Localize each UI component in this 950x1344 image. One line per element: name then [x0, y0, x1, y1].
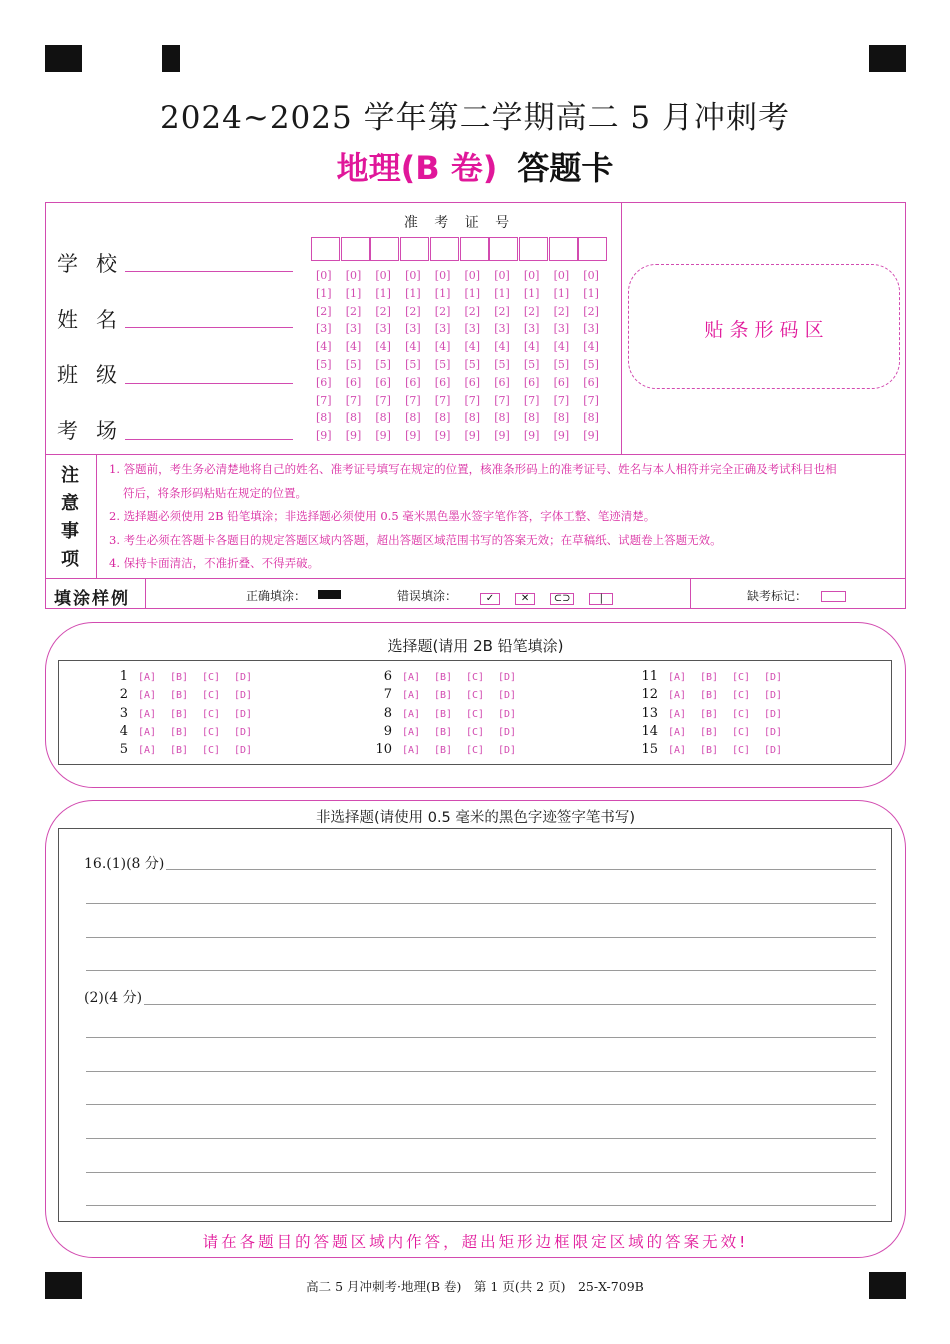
- answer-line: [86, 1004, 876, 1005]
- answer-line: [86, 1071, 876, 1072]
- mc-option-bubble[interactable]: [C]: [466, 690, 485, 702]
- mc-question-number: 13: [641, 705, 658, 721]
- exam-number-digit-bubble[interactable]: [5]: [553, 358, 570, 371]
- mc-option-bubble[interactable]: [A]: [138, 690, 157, 702]
- mc-question-number: 8: [383, 705, 392, 721]
- exam-number-digit-bubble[interactable]: [9]: [345, 429, 362, 443]
- mc-question-row: [100, 724, 266, 739]
- exam-number-digit-bubble[interactable]: [4]: [316, 340, 332, 354]
- exam-number-digit-bubble[interactable]: [9]: [583, 429, 599, 443]
- notice-item: 1. 答题前，考生务必清楚地将自己的姓名、准考证号填写在规定的位置，核准条形码上的准考证号、姓名与本人相符并完全正确及考试科目也相: [109, 462, 837, 476]
- mc-option-bubble[interactable]: [B]: [434, 726, 453, 738]
- mc-option-bubble[interactable]: [A]: [402, 745, 421, 757]
- mc-option-bubble[interactable]: [C]: [466, 745, 485, 757]
- exam-number-digit-bubble[interactable]: [0]: [583, 269, 599, 282]
- mc-option-bubble[interactable]: [C]: [732, 708, 751, 720]
- mc-option-bubble[interactable]: [C]: [202, 708, 221, 720]
- exam-number-digit-bubble[interactable]: [6]: [434, 375, 451, 389]
- exam-number-cell[interactable]: [578, 237, 607, 261]
- exam-number-digit-bubble[interactable]: [6]: [494, 375, 510, 389]
- exam-number-cell[interactable]: [549, 237, 578, 261]
- exam-number-cell[interactable]: [519, 237, 548, 261]
- mc-question-number: 6: [383, 669, 392, 684]
- mc-option-bubble[interactable]: [D]: [234, 690, 253, 702]
- mc-option-bubble[interactable]: [A]: [402, 690, 421, 702]
- wrong-mark-cross: ✕: [515, 593, 535, 605]
- mc-option-bubble[interactable]: [B]: [700, 708, 719, 720]
- exam-number-digit-bubble[interactable]: [7]: [345, 393, 362, 407]
- mc-question-row: [630, 742, 796, 757]
- mc-option-bubble[interactable]: [B]: [170, 708, 189, 720]
- exam-number-digit-bubble[interactable]: [1]: [345, 286, 362, 300]
- divider: [45, 454, 906, 455]
- exam-number-digit-bubble[interactable]: [3]: [375, 322, 391, 336]
- mc-option-bubble[interactable]: [D]: [498, 745, 517, 757]
- exam-number-digit-bubble[interactable]: [7]: [523, 393, 540, 407]
- card-title: [0, 143, 950, 189]
- divider: [45, 578, 906, 579]
- exam-number-digit-bubble[interactable]: [9]: [464, 429, 481, 443]
- name-field[interactable]: [125, 327, 293, 328]
- exam-number-digit-bubble[interactable]: [1]: [523, 286, 540, 300]
- mc-option-bubble[interactable]: [B]: [170, 726, 189, 738]
- mc-question-row: [100, 669, 266, 684]
- mc-question-number: 2: [119, 687, 128, 703]
- mc-option-bubble[interactable]: [C]: [732, 690, 751, 702]
- exam-number-cell[interactable]: [489, 237, 518, 261]
- exam-number-digit-bubble[interactable]: [5]: [375, 358, 391, 371]
- exam-number-digit-bubble[interactable]: [6]: [405, 375, 421, 389]
- mc-question-row: [364, 724, 530, 739]
- exam-number-digit-bubble[interactable]: [7]: [405, 393, 421, 407]
- mc-option-bubble[interactable]: [A]: [668, 745, 687, 757]
- answer-line: [86, 970, 876, 971]
- exam-number-digit-bubble[interactable]: [2]: [434, 304, 451, 318]
- exam-number-digit-bubble[interactable]: [0]: [523, 269, 540, 282]
- exam-number-digit-bubble[interactable]: [1]: [464, 286, 481, 300]
- exam-number-digit-bubble[interactable]: [6]: [553, 375, 570, 389]
- mc-option-bubble[interactable]: [D]: [764, 690, 783, 702]
- mc-option-bubble[interactable]: [B]: [434, 708, 453, 720]
- notice-char: 意: [61, 493, 79, 514]
- exam-number-digit-bubble[interactable]: [4]: [345, 340, 362, 354]
- exam-number-digit-bubble[interactable]: [6]: [375, 375, 391, 389]
- exam-number-digit-bubble[interactable]: [1]: [375, 286, 391, 300]
- exam-number-digit-bubble[interactable]: [1]: [316, 286, 332, 300]
- divider: [145, 578, 146, 609]
- exam-number-digit-bubble[interactable]: [9]: [316, 429, 332, 443]
- answer-line: [86, 1172, 876, 1173]
- exam-number-digit-bubble[interactable]: [7]: [316, 393, 332, 407]
- exam-number-digit-bubble[interactable]: [4]: [494, 340, 510, 354]
- mc-question-row: [630, 687, 796, 702]
- exam-number-digit-bubble[interactable]: [5]: [583, 358, 599, 371]
- exam-number-digit-bubble[interactable]: [8]: [345, 411, 362, 425]
- exam-title: 2024~2025 学年第二学期高二 5 月冲刺考: [159, 100, 791, 136]
- card-name: 答题卡: [517, 149, 614, 187]
- mc-question-row: [100, 706, 266, 721]
- mc-question-row: [630, 669, 796, 684]
- mc-option-bubble[interactable]: [B]: [700, 745, 719, 757]
- notice-char: 项: [61, 549, 79, 570]
- wrong-mark-check: ✓: [480, 593, 500, 605]
- absent-label: 缺考标记：: [747, 589, 808, 603]
- mc-option-bubble[interactable]: [C]: [202, 690, 221, 702]
- exam-number-digit-bubble[interactable]: [5]: [434, 358, 451, 371]
- answer-line: [86, 1104, 876, 1105]
- notice-char: 注: [61, 465, 79, 486]
- barcode-label: 贴 条 形 码 区: [704, 319, 824, 341]
- exam-number-cell[interactable]: [370, 237, 399, 261]
- answer-box[interactable]: [58, 828, 892, 1222]
- wrong-fill-label: 错误填涂：: [397, 589, 458, 603]
- answer-line: [86, 903, 876, 904]
- mc-option-bubble[interactable]: [B]: [434, 690, 453, 702]
- mc-option-bubble[interactable]: [A]: [138, 672, 157, 683]
- registration-mark: [162, 45, 180, 72]
- mc-option-bubble[interactable]: [D]: [498, 690, 517, 702]
- mc-question-number: 1: [119, 669, 128, 684]
- correct-fill-label: 正确填涂：: [246, 589, 307, 603]
- page-footer: 高二 5 月冲刺考·地理(B 卷) 第 1 页(共 2 页) 25-X-709B: [306, 1279, 644, 1294]
- mc-option-bubble[interactable]: [A]: [138, 708, 157, 720]
- exam-number-digit-bubble[interactable]: [6]: [583, 375, 599, 389]
- exam-number-digit-bubble[interactable]: [0]: [316, 269, 332, 282]
- mc-title: 选择题(请用 2B 铅笔填涂): [387, 637, 564, 655]
- exam-number-digit-bubble[interactable]: [2]: [316, 304, 332, 318]
- exam-number-digit-bubble[interactable]: [7]: [494, 393, 510, 407]
- exam-number-digit-bubble[interactable]: [0]: [553, 269, 570, 282]
- notice-char: 事: [61, 521, 79, 542]
- exam-number-digit-bubble[interactable]: [7]: [375, 393, 391, 407]
- exam-number-digit-bubble[interactable]: [0]: [464, 269, 481, 282]
- class-label: 班级: [57, 363, 135, 387]
- exam-number-digit-bubble[interactable]: [9]: [434, 429, 451, 443]
- mc-option-bubble[interactable]: [A]: [668, 726, 687, 738]
- exam-number-digit-bubble[interactable]: [7]: [464, 393, 481, 407]
- exam-number-cell[interactable]: [311, 237, 340, 261]
- exam-number-digit-bubble[interactable]: [3]: [405, 322, 421, 336]
- mc-option-bubble[interactable]: [A]: [138, 726, 157, 738]
- exam-number-cell[interactable]: [430, 237, 459, 261]
- exam-number-digit-bubble[interactable]: [2]: [583, 304, 599, 318]
- exam-number-digit-bubble[interactable]: [8]: [583, 411, 599, 425]
- exam-number-digit-bubble[interactable]: [1]: [434, 286, 451, 300]
- mc-question-number: 4: [119, 723, 128, 739]
- exam-number-digit-bubble[interactable]: [5]: [494, 358, 510, 371]
- name-label: 姓名: [57, 308, 135, 332]
- exam-number-digit-bubble[interactable]: [8]: [434, 411, 451, 425]
- exam-number-digit-bubble[interactable]: [4]: [553, 340, 570, 354]
- mc-option-bubble[interactable]: [C]: [202, 726, 221, 738]
- mc-option-bubble[interactable]: [D]: [764, 708, 783, 720]
- exam-number-digit-bubble[interactable]: [9]: [553, 429, 570, 443]
- mc-option-bubble[interactable]: [C]: [466, 708, 485, 720]
- mc-option-bubble[interactable]: [B]: [434, 672, 453, 683]
- notice-item: 4. 保持卡面清洁，不准折叠、不得弄破。: [109, 556, 320, 570]
- exam-number-label: 准 考 证 号: [403, 215, 516, 231]
- exam-number-digit-bubble[interactable]: [7]: [434, 393, 451, 407]
- mc-option-bubble[interactable]: [D]: [234, 745, 253, 757]
- mc-option-bubble[interactable]: [A]: [402, 672, 421, 683]
- exam-number-digit-bubble[interactable]: [3]: [345, 322, 362, 336]
- exam-number-digit-bubble[interactable]: [6]: [316, 375, 332, 389]
- mc-question-number: 7: [383, 687, 392, 703]
- mc-option-bubble[interactable]: [B]: [434, 745, 453, 757]
- mc-option-bubble[interactable]: [B]: [170, 745, 189, 757]
- exam-number-digit-bubble[interactable]: [5]: [405, 358, 421, 371]
- exam-number-digit-bubble[interactable]: [2]: [494, 304, 510, 318]
- mc-option-bubble[interactable]: [D]: [764, 672, 783, 683]
- mc-option-bubble[interactable]: [B]: [170, 690, 189, 702]
- exam-number-digit-bubble[interactable]: [9]: [375, 429, 391, 443]
- exam-number-digit-bubble[interactable]: [0]: [375, 269, 391, 282]
- answer-line: [86, 937, 876, 938]
- mc-option-bubble[interactable]: [A]: [668, 690, 687, 702]
- mc-question-row: [100, 687, 266, 702]
- exam-number-digit-bubble[interactable]: [4]: [375, 340, 391, 354]
- question-16-2-label: (2)(4 分): [84, 987, 144, 1007]
- exam-number-digit-bubble[interactable]: [8]: [375, 411, 391, 425]
- exam-number-cell[interactable]: [400, 237, 429, 261]
- mc-question-number: 5: [119, 742, 128, 758]
- divider: [690, 578, 691, 609]
- mc-option-bubble[interactable]: [C]: [732, 672, 751, 683]
- room-label: 考场: [57, 419, 135, 443]
- mc-option-bubble[interactable]: [C]: [466, 672, 485, 683]
- notice-label: [58, 462, 82, 574]
- exam-number-digit-bubble[interactable]: [0]: [345, 269, 362, 282]
- exam-number-digit-bubble[interactable]: [8]: [523, 411, 540, 425]
- exam-number-digit-bubble[interactable]: [8]: [464, 411, 481, 425]
- mc-option-bubble[interactable]: [C]: [202, 745, 221, 757]
- answer-line: [86, 1205, 876, 1206]
- mc-option-bubble[interactable]: [D]: [498, 726, 517, 738]
- exam-number-digit-bubble[interactable]: [6]: [345, 375, 362, 389]
- exam-number-digit-bubble[interactable]: [2]: [553, 304, 570, 318]
- exam-number-digit-bubble[interactable]: [1]: [553, 286, 570, 300]
- mc-question-number: 3: [119, 705, 128, 721]
- mc-option-bubble[interactable]: [C]: [202, 672, 221, 683]
- mc-option-bubble[interactable]: [D]: [764, 726, 783, 738]
- mc-option-bubble[interactable]: [A]: [402, 708, 421, 720]
- mc-option-bubble[interactable]: [D]: [764, 745, 783, 757]
- notice-item: 符后，将条形码粘贴在规定的位置。: [123, 485, 307, 500]
- wrong-mark-circle: ⊂⊃: [550, 593, 574, 605]
- exam-number-digit-bubble[interactable]: [3]: [494, 322, 510, 336]
- exam-number-digit-bubble[interactable]: [3]: [316, 322, 332, 336]
- exam-number-digit-bubble[interactable]: [1]: [583, 286, 599, 300]
- absent-mark-box[interactable]: [821, 591, 846, 602]
- exam-number-digit-bubble[interactable]: [7]: [553, 393, 570, 407]
- mc-option-bubble[interactable]: [A]: [402, 726, 421, 738]
- registration-mark: [869, 45, 906, 72]
- exam-number-digit-bubble[interactable]: [3]: [583, 322, 599, 336]
- exam-number-digit-bubble[interactable]: [1]: [405, 286, 421, 300]
- mc-question-row: [364, 687, 530, 702]
- exam-number-digit-bubble[interactable]: [7]: [583, 393, 599, 407]
- exam-number-digit-bubble[interactable]: [3]: [434, 322, 451, 336]
- exam-number-digit-bubble[interactable]: [5]: [345, 358, 362, 371]
- exam-number-digit-bubble[interactable]: [6]: [523, 375, 540, 389]
- mc-option-bubble[interactable]: [C]: [466, 726, 485, 738]
- school-field[interactable]: [125, 271, 293, 272]
- wrong-fill-marks: [480, 588, 616, 607]
- mc-option-bubble[interactable]: [A]: [668, 672, 687, 683]
- answer-line: [86, 1138, 876, 1139]
- mc-option-bubble[interactable]: [B]: [700, 672, 719, 683]
- exam-number-digit-bubble[interactable]: [8]: [553, 411, 570, 425]
- mc-option-bubble[interactable]: [A]: [138, 745, 157, 757]
- mc-question-row: [630, 724, 796, 739]
- answer-line: [86, 1037, 876, 1038]
- exam-number-digit-bubble[interactable]: [9]: [405, 429, 421, 443]
- room-field[interactable]: [125, 439, 293, 440]
- exam-number-digit-bubble[interactable]: [2]: [345, 304, 362, 318]
- exam-number-digit-bubble[interactable]: [2]: [375, 304, 391, 318]
- mc-option-bubble[interactable]: [B]: [700, 726, 719, 738]
- divider: [96, 454, 97, 578]
- exam-number-digit-bubble[interactable]: [3]: [553, 322, 570, 336]
- answer-line: [86, 869, 876, 870]
- exam-number-digit-bubble[interactable]: [8]: [405, 411, 421, 425]
- exam-number-digit-bubble[interactable]: [9]: [494, 429, 510, 443]
- mc-option-bubble[interactable]: [C]: [732, 745, 751, 757]
- mc-question-number: 10: [375, 742, 392, 758]
- mc-question-row: [364, 669, 530, 684]
- wrong-mark-line: |: [589, 593, 613, 605]
- correct-fill-mark: [318, 590, 341, 599]
- mc-question-row: [364, 706, 530, 721]
- exam-number-digit-bubble[interactable]: [0]: [405, 269, 421, 282]
- mc-question-number: 11: [641, 669, 658, 684]
- mc-option-bubble[interactable]: [B]: [700, 690, 719, 702]
- exam-number-digit-bubble[interactable]: [9]: [523, 429, 540, 443]
- mc-option-bubble[interactable]: [D]: [498, 708, 517, 720]
- mc-option-bubble[interactable]: [C]: [732, 726, 751, 738]
- mc-option-bubble[interactable]: [D]: [498, 672, 517, 683]
- mc-option-bubble[interactable]: [B]: [170, 672, 189, 683]
- exam-number-digit-bubble[interactable]: [8]: [494, 411, 510, 425]
- exam-number-digit-bubble[interactable]: [4]: [405, 340, 421, 354]
- exam-number-cell[interactable]: [341, 237, 370, 261]
- subject-title: 地理(B 卷): [336, 149, 498, 187]
- mc-option-bubble[interactable]: [D]: [234, 708, 253, 720]
- exam-number-digit-bubble[interactable]: [4]: [434, 340, 451, 354]
- class-field[interactable]: [125, 383, 293, 384]
- exam-number-digit-bubble[interactable]: [8]: [316, 411, 332, 425]
- answer-warning: 请在各题目的答题区域内作答，超出矩形边框限定区域的答案无效!: [202, 1233, 749, 1251]
- exam-number-digit-bubble[interactable]: [5]: [316, 358, 332, 371]
- exam-number-cell[interactable]: [460, 237, 489, 261]
- registration-mark: [45, 45, 82, 72]
- notice-item: 3. 考生必须在答题卡各题目的规定答题区域内答题，超出答题区域范围书写的答案无效；在草稿纸、试题卷上答题无效。: [109, 532, 722, 547]
- free-title: 非选择题(请使用 0.5 毫米的黑色字迹签字笔书写): [315, 810, 636, 826]
- question-16-1-label: 16.(1)(8 分): [84, 853, 166, 873]
- exam-number-digit-bubble[interactable]: [5]: [464, 358, 481, 371]
- mc-question-number: 9: [383, 723, 392, 739]
- exam-number-digit-bubble[interactable]: [3]: [523, 322, 540, 336]
- divider: [621, 202, 622, 454]
- mc-option-bubble[interactable]: [D]: [234, 726, 253, 738]
- exam-number-digit-bubble[interactable]: [6]: [464, 375, 481, 389]
- mc-question-row: [100, 742, 266, 757]
- mc-option-bubble[interactable]: [A]: [668, 708, 687, 720]
- mc-question-number: 14: [641, 723, 658, 739]
- mc-question-number: 12: [641, 687, 658, 703]
- exam-number-digit-bubble[interactable]: [4]: [583, 340, 599, 354]
- mc-question-row: [364, 742, 530, 757]
- exam-number-digit-bubble[interactable]: [3]: [464, 322, 481, 336]
- notice-item: 2. 选择题必须使用 2B 铅笔填涂；非选择题必须使用 0.5 毫米黑色墨水签字笔作答，字体工整、笔迹清楚。: [109, 509, 656, 523]
- mc-question-number: 15: [641, 742, 658, 758]
- exam-number-digit-bubble[interactable]: [4]: [464, 340, 481, 354]
- exam-number-digit-bubble[interactable]: [4]: [523, 340, 540, 354]
- mc-option-bubble[interactable]: [D]: [234, 672, 253, 683]
- exam-number-digit-bubble[interactable]: [2]: [405, 304, 421, 318]
- exam-number-digit-bubble[interactable]: [2]: [464, 304, 481, 318]
- school-label: 学校: [57, 252, 135, 276]
- exam-number-digit-bubble[interactable]: [2]: [523, 304, 540, 318]
- exam-number-digit-bubble[interactable]: [5]: [523, 358, 540, 371]
- exam-number-digit-bubble[interactable]: [0]: [434, 269, 451, 282]
- mc-question-row: [630, 706, 796, 721]
- exam-number-digit-bubble[interactable]: [0]: [494, 269, 510, 282]
- fill-example-label: 填涂样例: [54, 589, 130, 609]
- exam-number-digit-bubble[interactable]: [1]: [494, 286, 510, 300]
- notice-list: [109, 458, 899, 576]
